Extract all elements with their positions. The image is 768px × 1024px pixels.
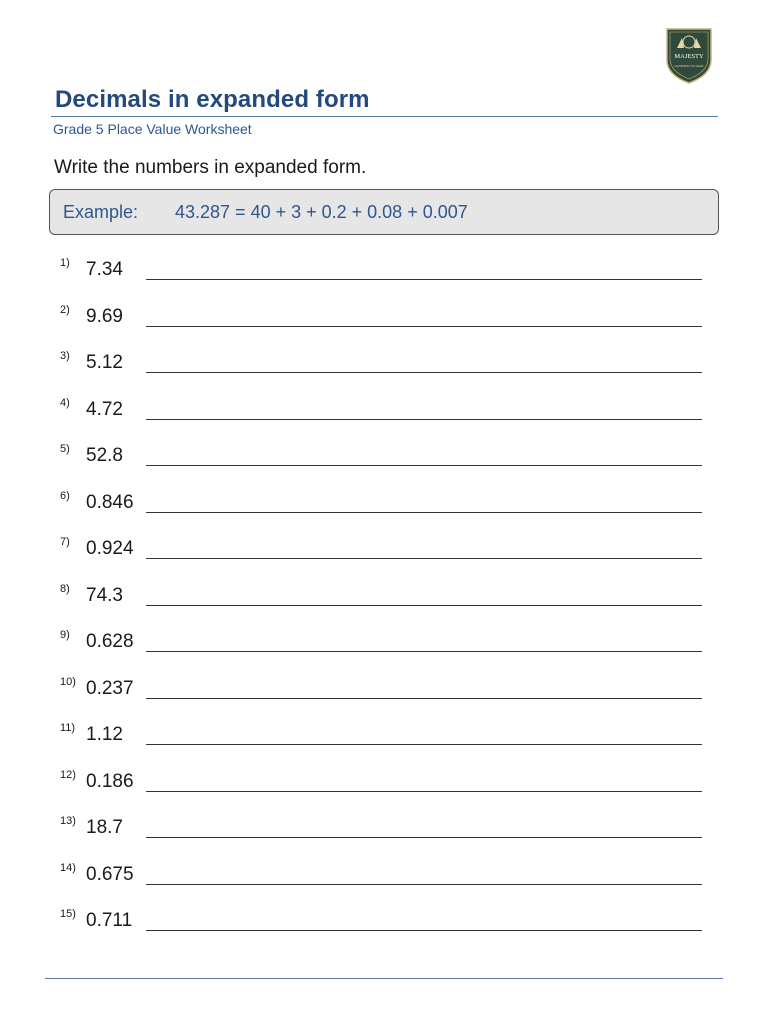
problem-number: 14) — [60, 861, 76, 874]
answer-line[interactable] — [146, 512, 702, 513]
problem-value: 0.186 — [86, 770, 134, 792]
answer-line[interactable] — [146, 791, 702, 792]
answer-line[interactable] — [146, 465, 702, 466]
example-label: Example: — [63, 202, 139, 222]
answer-line[interactable] — [146, 605, 702, 606]
problem-value: 0.924 — [86, 538, 134, 559]
problem-number: 8) — [60, 582, 70, 595]
answer-line[interactable] — [146, 558, 702, 559]
answer-line[interactable] — [146, 372, 702, 373]
problem-number: 5) — [60, 443, 70, 455]
answer-line[interactable] — [146, 930, 702, 931]
problem-value: 74.3 — [86, 584, 123, 606]
problem-row — [0, 346, 768, 386]
problem-row — [0, 904, 768, 944]
problem-value: 7.34 — [86, 259, 123, 280]
problem-value: 0.711 — [86, 910, 133, 931]
problem-number: 6) — [60, 489, 70, 502]
page-subtitle: Grade 5 Place Value Worksheet — [53, 121, 252, 137]
problem-row — [0, 672, 768, 712]
problem-number: 13) — [60, 815, 76, 827]
problem-number: 12) — [60, 768, 76, 781]
problem-row — [0, 253, 768, 293]
problem-number: 1) — [60, 257, 70, 269]
example-box — [49, 189, 719, 235]
footer-divider — [45, 978, 723, 979]
example-text: 43.287 = 40 + 3 + 0.2 + 0.08 + 0.007 — [175, 202, 468, 222]
problem-row — [0, 718, 768, 758]
problem-value: 0.675 — [86, 863, 134, 885]
problem-value: 18.7 — [86, 817, 123, 838]
answer-line[interactable] — [146, 419, 702, 420]
problem-number: 10) — [60, 675, 76, 688]
problem-row — [0, 393, 768, 433]
title-divider — [51, 116, 718, 117]
problem-value: 4.72 — [86, 398, 123, 420]
answer-line[interactable] — [146, 326, 702, 327]
logo-tagline: LEARNING TO LEAD — [674, 64, 704, 68]
problem-row — [0, 858, 768, 898]
answer-line[interactable] — [146, 279, 702, 280]
problem-value: 0.628 — [86, 631, 134, 652]
problem-number: 7) — [60, 536, 70, 548]
problem-row — [0, 532, 768, 572]
logo-text: MAJESTY — [674, 53, 704, 60]
shield-crest-icon — [664, 26, 714, 84]
answer-line[interactable] — [146, 744, 702, 745]
problem-value: 5.12 — [86, 352, 123, 373]
problem-number: 9) — [60, 629, 70, 641]
problem-row — [0, 439, 768, 479]
instructions: Write the numbers in expanded form. — [54, 157, 367, 178]
problem-number: 3) — [60, 350, 70, 362]
problem-value: 9.69 — [86, 305, 123, 327]
problem-row — [0, 579, 768, 619]
problem-number: 15) — [60, 908, 76, 920]
problem-number: 4) — [60, 396, 70, 409]
problem-value: 1.12 — [86, 724, 123, 745]
problem-number: 11) — [60, 722, 76, 734]
problem-row — [0, 486, 768, 526]
problem-row — [0, 811, 768, 851]
problem-value: 0.846 — [86, 491, 134, 513]
problem-row — [0, 625, 768, 665]
problem-row — [0, 765, 768, 805]
page-title: Decimals in expanded form — [55, 86, 370, 113]
answer-line[interactable] — [146, 698, 702, 699]
problem-value: 52.8 — [86, 445, 123, 466]
problem-row — [0, 300, 768, 340]
problem-value: 0.237 — [86, 677, 134, 699]
answer-line[interactable] — [146, 651, 702, 652]
problem-number: 2) — [60, 303, 70, 316]
answer-line[interactable] — [146, 837, 702, 838]
answer-line[interactable] — [146, 884, 702, 885]
